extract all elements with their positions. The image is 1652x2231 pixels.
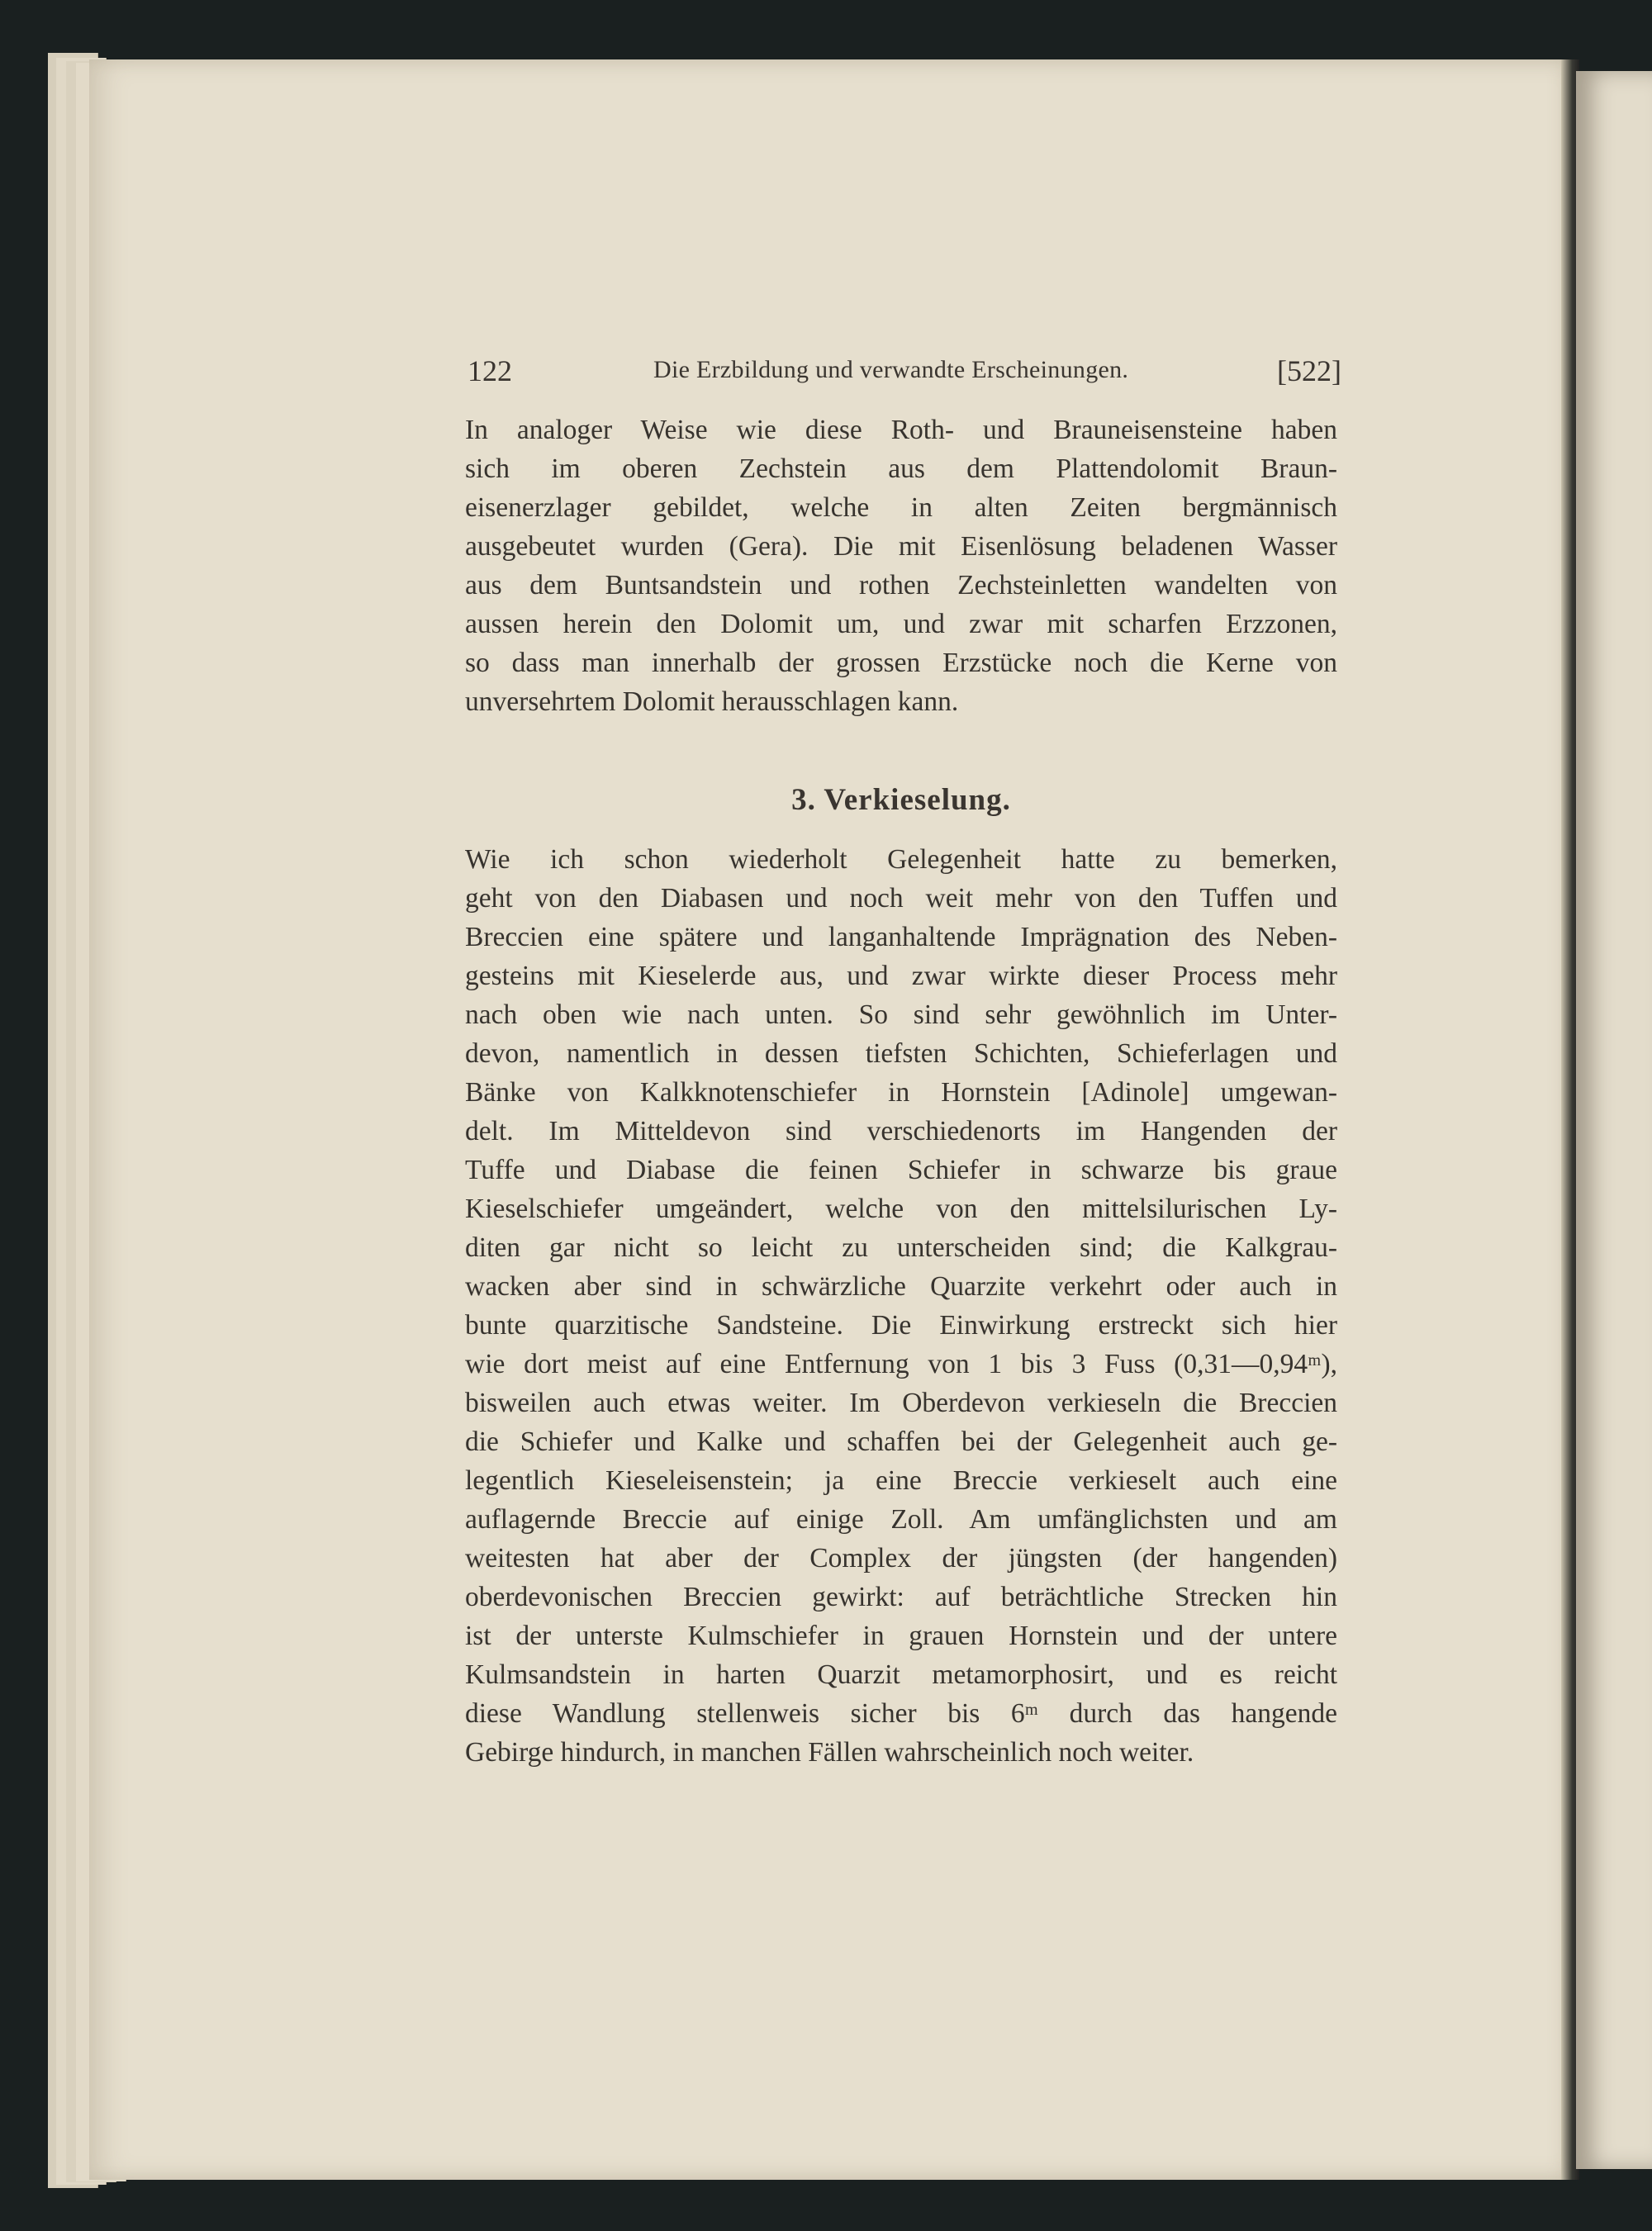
text-line: Kulmsandstein in harten Quarzit metamorphosirt, und es reicht [465, 1659, 1337, 1690]
text-line: bunte quarzitische Sandsteine. Die Einwirkung erstreckt sich hier [465, 1310, 1337, 1341]
text-line: ist der unterste Kulmschiefer in grauen Hornstein und der untere [465, 1621, 1337, 1651]
running-header [468, 354, 1341, 395]
text-line: aus dem Buntsandstein und rothen Zechsteinletten wandelten von [465, 570, 1337, 600]
text-line: Breccien eine spätere und langanhaltende Imprägnation des Neben- [465, 922, 1337, 952]
text-line: sich im oberen Zechstein aus dem Plattendolomit Braun- [465, 453, 1337, 484]
facing-page-edge [1576, 71, 1652, 2169]
text-line: diten gar nicht so leicht zu unterscheiden sind; die Kalkgrau- [465, 1232, 1337, 1263]
text-line: oberdevonischen Breccien gewirkt: auf beträchtliche Strecken hin [465, 1582, 1337, 1612]
text-line: gesteins mit Kieselerde aus, und zwar wirkte dieser Process mehr [465, 961, 1337, 991]
text-line: nach oben wie nach unten. So sind sehr gewöhnlich im Unter- [465, 999, 1337, 1030]
text-line: so dass man innerhalb der grossen Erzstücke noch die Kerne von [465, 648, 1337, 678]
text-line: unversehrtem Dolomit herausschlagen kann. [465, 686, 959, 717]
text-line: devon, namentlich in dessen tiefsten Schichten, Schieferlagen und [465, 1038, 1337, 1069]
text-line: Wie ich schon wiederholt Gelegenheit hatte zu bemerken, [465, 844, 1337, 875]
text-line: auflagernde Breccie auf einige Zoll. Am umfänglichsten und am [465, 1504, 1337, 1535]
text-line: geht von den Diabasen und noch weit mehr von den Tuffen und [465, 883, 1337, 914]
text-line: wacken aber sind in schwärzliche Quarzite verkehrt oder auch in [465, 1271, 1337, 1302]
text-line: wie dort meist auf eine Entfernung von 1 bis 3 Fuss (0,31—0,94ᵐ), [465, 1349, 1337, 1379]
text-line: legentlich Kieseleisenstein; ja eine Breccie verkieselt auch eine [465, 1465, 1337, 1496]
text-line: Gebirge hindurch, in manchen Fällen wahrscheinlich noch weiter. [465, 1737, 1194, 1768]
paragraph-silicification [465, 840, 1337, 1772]
text-line: die Schiefer und Kalke und schaffen bei der Gelegenheit auch ge- [465, 1426, 1337, 1457]
text-line: weitesten hat aber der Complex der jüngsten (der hangenden) [465, 1543, 1337, 1574]
text-line: diese Wandlung stellenweis sicher bis 6ᵐ durch das hangende [465, 1698, 1337, 1729]
page-reference: [522] [1277, 354, 1341, 387]
text-line: Kieselschiefer umgeändert, welche von den mittelsilurischen Ly- [465, 1194, 1337, 1224]
text-line: eisenerzlager gebildet, welche in alten Zeiten bergmännisch [465, 492, 1337, 523]
paragraph-ore-formation [465, 411, 1337, 721]
text-line: delt. Im Mitteldevon sind verschiedenorts im Hangenden der [465, 1116, 1337, 1146]
text-line: aussen herein den Dolomit um, und zwar mit scharfen Erzzonen, [465, 609, 1337, 639]
page-number: 122 [468, 354, 512, 387]
text-line: Tuffe und Diabase die feinen Schiefer in schwarze bis graue [465, 1155, 1337, 1185]
text-line: bisweilen auch etwas weiter. Im Oberdevon verkieseln die Breccien [465, 1388, 1337, 1418]
running-title: Die Erzbildung und verwandte Erscheinungen. [653, 356, 1129, 383]
section-heading: 3. Verkieselung. [791, 783, 1011, 817]
text-line: ausgebeutet wurden (Gera). Die mit Eisenlösung beladenen Wasser [465, 531, 1337, 562]
text-line: Bänke von Kalkknotenschiefer in Hornstein [Adinole] umgewan- [465, 1077, 1337, 1108]
text-line: In analoger Weise wie diese Roth- und Brauneisensteine haben [465, 415, 1337, 445]
